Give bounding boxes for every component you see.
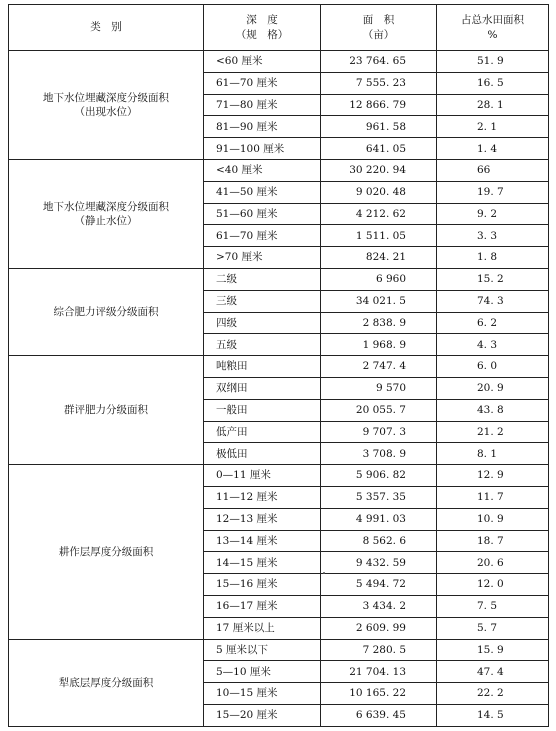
spec-cell: 13—14 厘米 [204,530,321,552]
spec-cell: <60 厘米 [204,51,321,73]
category-cell [9,465,204,639]
header-row [9,5,549,51]
area-cell: 2 609. 99 [321,617,437,639]
spec-cell: 17 厘米以上 [204,617,321,639]
spec-cell: 71—80 厘米 [204,94,321,116]
category-cell [9,356,204,465]
area-cell: 9 707. 3 [321,421,437,443]
area-cell: 7 555. 23 [321,72,437,94]
area-cell: 9 570 [321,377,437,399]
soil-area-table [8,4,549,727]
category-cell [9,268,204,355]
header-spec-line2: （规 格） [235,28,289,41]
spec-cell: 51—60 厘米 [204,203,321,225]
area-cell: 6 639. 45 [321,704,437,726]
table-row [9,465,549,487]
spec-cell: 吨粮田 [204,356,321,378]
spec-cell: 91—100 厘米 [204,138,321,160]
category-label-line: 地下水位埋藏深度分级面积 [43,200,169,213]
category-cell [9,159,204,268]
header-area [321,5,437,51]
header-area-line2: （亩） [362,28,395,41]
category-label-line: 综合肥力评级分级面积 [53,305,159,318]
header-spec [204,5,321,51]
area-cell: 23 764. 65 [321,51,437,73]
table-row [9,268,549,290]
area-cell: 1 968. 9 [321,334,437,356]
spec-cell: 五级 [204,334,321,356]
area-cell: 1 511. 05 [321,225,437,247]
spec-cell: 41—50 厘米 [204,181,321,203]
spec-cell: 5 厘米以下 [204,639,321,661]
area-cell: 2 747. 4 [321,356,437,378]
area-cell: 4 212. 62 [321,203,437,225]
area-cell: 5 494. 72 [321,574,437,596]
spec-cell: 12—13 厘米 [204,508,321,530]
percent-cell: 8. 1 [437,443,549,465]
header-percent-line1: 占总水田面积 [461,14,524,27]
area-cell: 20 055. 7 [321,399,437,421]
percent-cell: 10. 9 [437,508,549,530]
spec-cell: 二级 [204,268,321,290]
spec-cell: 5—10 厘米 [204,661,321,683]
spec-cell: 14—15 厘米 [204,552,321,574]
area-cell: 30 220. 94 [321,159,437,181]
header-percent [437,5,549,51]
percent-cell: 47. 4 [437,661,549,683]
spec-cell: 极低田 [204,443,321,465]
percent-cell: 7. 5 [437,595,549,617]
spec-cell: 16—17 厘米 [204,595,321,617]
area-cell: 641. 05 [321,138,437,160]
category-cell [9,51,204,160]
table-row [9,639,549,661]
percent-cell: 6. 0 [437,356,549,378]
spec-cell: 四级 [204,312,321,334]
percent-cell: 15. 9 [437,639,549,661]
category-label-line: 耕作层厚度分级面积 [58,545,154,558]
category-label-line: 群评肥力分级面积 [64,404,148,417]
spec-cell: 10—15 厘米 [204,683,321,705]
spec-cell: 15—20 厘米 [204,704,321,726]
percent-cell: 1. 8 [437,247,549,269]
table-body [9,51,549,727]
category-label-line: 犁底层厚度分级面积 [58,676,154,689]
area-cell: 21 704. 13 [321,661,437,683]
category-label-line: （静止水位） [74,214,138,227]
area-cell: 2 838. 9 [321,312,437,334]
area-cell: 824. 21 [321,247,437,269]
percent-cell: 43. 8 [437,399,549,421]
percent-cell: 6. 2 [437,312,549,334]
spec-cell: 一般田 [204,399,321,421]
area-cell: 6 960 [321,268,437,290]
area-cell: 5 906. 82 [321,465,437,487]
spec-cell: 61—70 厘米 [204,225,321,247]
percent-cell: 20. 6 [437,552,549,574]
spec-cell: 低产田 [204,421,321,443]
percent-cell: 66 [437,159,549,181]
percent-cell: 14. 5 [437,704,549,726]
spec-cell: >70 厘米 [204,247,321,269]
percent-cell: 12. 0 [437,574,549,596]
percent-cell: 2. 1 [437,116,549,138]
area-cell: 7 280. 5 [321,639,437,661]
percent-cell: 3. 3 [437,225,549,247]
area-cell: 3 434. 2 [321,595,437,617]
percent-cell: 28. 1 [437,94,549,116]
percent-cell: 51. 9 [437,51,549,73]
percent-cell: 11. 7 [437,486,549,508]
percent-cell: 1. 4 [437,138,549,160]
percent-cell: 4. 3 [437,334,549,356]
spec-cell: 11—12 厘米 [204,486,321,508]
percent-cell: 5. 7 [437,617,549,639]
header-category [9,5,204,51]
percent-cell: 16. 5 [437,72,549,94]
category-label-line: 地下水位埋藏深度分级面积 [43,91,169,104]
percent-cell: 20. 9 [437,377,549,399]
percent-cell: 21. 2 [437,421,549,443]
percent-cell: 19. 7 [437,181,549,203]
spec-cell: 61—70 厘米 [204,72,321,94]
percent-cell: 18. 7 [437,530,549,552]
percent-cell: 12. 9 [437,465,549,487]
area-cell: 4 991. 03 [321,508,437,530]
area-cell: 34 021. 5 [321,290,437,312]
area-cell: 10 165. 22 [321,683,437,705]
table-row [9,356,549,378]
spec-cell: 三级 [204,290,321,312]
area-cell: 8 562. 6 [321,530,437,552]
table-row [9,159,549,181]
area-cell: 9 020. 48 [321,181,437,203]
category-label-line: （出现水位） [74,105,138,118]
scan-speck [323,572,325,574]
area-cell: 12 866. 79 [321,94,437,116]
percent-cell: 9. 2 [437,203,549,225]
area-cell: 5 357. 35 [321,486,437,508]
spec-cell: <40 厘米 [204,159,321,181]
spec-cell: 15—16 厘米 [204,574,321,596]
area-cell: 3 708. 9 [321,443,437,465]
area-cell: 9 432. 59 [321,552,437,574]
header-spec-line1: 深 度 [246,14,278,27]
spec-cell: 双纲田 [204,377,321,399]
percent-cell: 74. 3 [437,290,549,312]
spec-cell: 81—90 厘米 [204,116,321,138]
header-area-line1: 面 积 [362,14,395,27]
area-cell: 961. 58 [321,116,437,138]
percent-cell: 15. 2 [437,268,549,290]
percent-cell: 22. 2 [437,683,549,705]
header-category-text: 类 别 [90,21,122,34]
category-cell [9,639,204,726]
table-row [9,51,549,73]
spec-cell: 0—11 厘米 [204,465,321,487]
header-percent-line2: % [487,28,498,41]
